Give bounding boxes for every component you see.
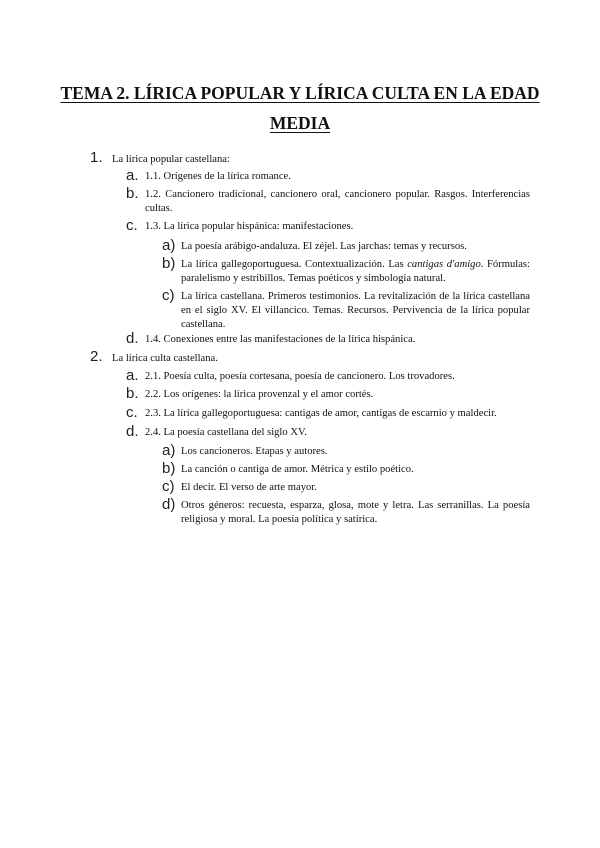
list-item: [126, 405, 530, 421]
italic-term: cantigas d'amigo: [407, 259, 481, 270]
list-item: [126, 186, 530, 216]
list-marker: a): [162, 442, 176, 459]
list-item-text: 1.4. Conexiones entre las manifestaciones de la lírica hispánica.: [145, 334, 416, 345]
section-2: [90, 349, 530, 366]
list-item-text: La lírica castellana. Primeros testimonios. La revitalización de la lírica castellana en el siglo XV. El villancico. Temas. Recursos. Pervivencia de la lírica popular castellana.: [181, 291, 530, 330]
list-marker: d): [162, 496, 176, 513]
sub-list-item: [162, 497, 530, 527]
list-item: [126, 168, 530, 184]
list-marker: c.: [126, 404, 138, 421]
list-marker: b): [162, 460, 176, 477]
list-item-text: Otros géneros: recuesta, esparza, glosa, mote y letra. Las serranillas. La poesía religiosa y moral. La poesía política y satírica.: [181, 500, 530, 525]
list-item-text: 2.1. Poesía culta, poesía cortesana, poesía de cancionero. Los trovadores.: [145, 371, 455, 382]
list-marker: 1.: [90, 149, 103, 166]
section-heading: La lírica culta castellana.: [112, 353, 218, 364]
sub-list-item: [162, 479, 530, 495]
list-item: [126, 386, 530, 402]
sub-list-item: [162, 443, 530, 459]
list-item-text: 1.1. Orígenes de la lírica romance.: [145, 171, 291, 182]
list-item-text: 1.2. Cancionero tradicional, cancionero oral, cancionero popular. Rasgos. Interferencias cultas.: [145, 189, 530, 214]
list-item-text: La poesía arábigo-andaluza. El zéjel. Las jarchas: temas y recursos.: [181, 241, 467, 252]
list-marker: a.: [126, 367, 139, 384]
list-marker: b): [162, 255, 176, 272]
list-item-text: 2.3. La lírica gallegoportuguesa: cantigas de amor, cantigas de escarnio y maldecir.: [145, 408, 497, 419]
list-marker: b.: [126, 185, 139, 202]
section-1: [90, 150, 530, 167]
list-marker: d.: [126, 330, 139, 347]
list-marker: a): [162, 237, 176, 254]
list-item: [126, 368, 530, 384]
list-item-text: Los cancioneros. Etapas y autores.: [181, 446, 328, 457]
text-part: . Fórmulas: paralelismo y estribillos. Temas poéticos y simbología natural.: [181, 259, 530, 284]
list-marker: b.: [126, 385, 139, 402]
list-item-text: [181, 256, 530, 286]
list-item-text: 1.3. La lírica popular hispánica: manifestaciones.: [145, 221, 354, 232]
list-item: [126, 424, 530, 440]
list-marker: c): [162, 478, 175, 495]
sub-list-item: [162, 461, 530, 477]
list-item-text: 2.2. Los orígenes: la lírica provenzal y el amor cortés.: [145, 389, 374, 400]
text-part: La lírica gallegoportuguesa. Contextualización. Las: [181, 259, 408, 270]
list-marker: 2.: [90, 348, 103, 365]
list-item: [126, 331, 530, 347]
page-title: TEMA 2. LÍRICA POPULAR Y LÍRICA CULTA EN LA EDAD MEDIA: [60, 83, 540, 133]
list-item-text: 2.4. La poesía castellana del siglo XV.: [145, 427, 307, 438]
list-marker: d.: [126, 423, 139, 440]
sub-list-item: [162, 256, 530, 286]
list-item: [126, 218, 530, 234]
list-item-text: El decir. El verso de arte mayor.: [181, 482, 317, 493]
sub-list-item: [162, 288, 530, 332]
section-heading: La lírica popular castellana:: [112, 154, 230, 165]
sub-list-item: [162, 238, 530, 254]
list-item-text: La canción o cantiga de amor. Métrica y estilo poético.: [181, 464, 414, 475]
list-marker: a.: [126, 167, 139, 184]
list-marker: c): [162, 287, 175, 304]
list-marker: c.: [126, 217, 138, 234]
